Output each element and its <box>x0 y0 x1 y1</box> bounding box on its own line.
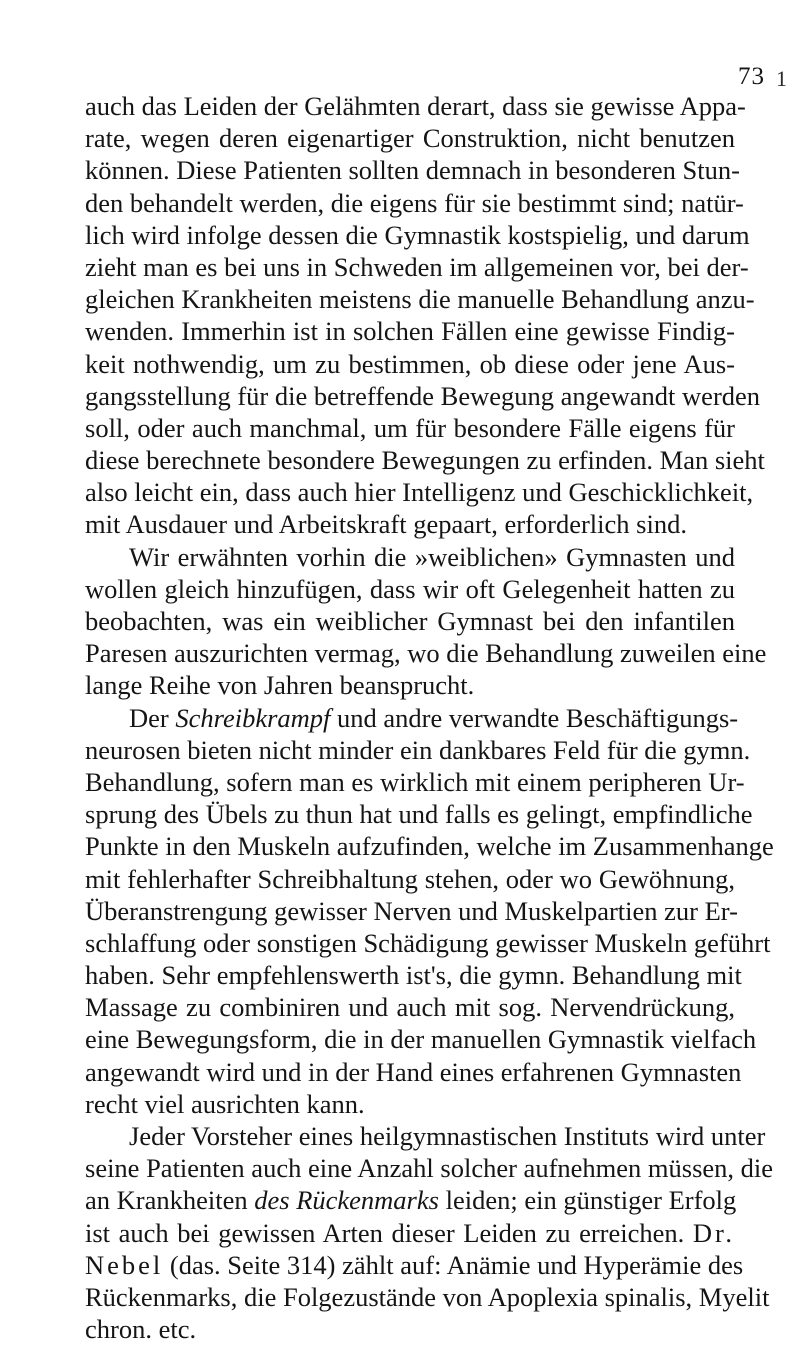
text-run: diese berechnete besondere Bewegungen zu erfinden. Man sieht <box>85 445 765 476</box>
text-run: den behandelt werden, die eigens für sie bestimmt sind; natür- <box>85 187 744 218</box>
text-run: haben. Sehr empfehlenswerth ist's, die gymn. Behandlung mit <box>85 960 742 991</box>
spaced-name-run: Nebel <box>85 1249 164 1280</box>
text-run: beobachten, was ein weiblicher Gymnast bei den infantilen <box>85 606 735 636</box>
text-line <box>85 798 753 830</box>
text-run: neurosen bieten nicht minder ein dankbares Feld für die gymn. <box>85 734 751 765</box>
text-run: seine Patienten auch eine Anzahl solcher aufnehmen müssen, die <box>85 1153 774 1184</box>
text-run: Massage zu combiniren und auch mit sog. Nervendrückung, <box>85 992 735 1023</box>
text-run: Rückenmarks, die Folgezustände von Apoplexia spinalis, Myelit <box>85 1281 770 1312</box>
text-run: mit fehlerhafter Schreibhaltung stehen, oder wo Gewöhnung, <box>85 863 735 894</box>
text-run: lange Reihe von Jahren beansprucht. <box>85 670 475 701</box>
text-run: recht viel ausrichten kann. <box>85 1088 365 1119</box>
text-line <box>85 508 735 540</box>
text-line <box>85 444 765 476</box>
text-run: eine Bewegungsform, die in der manuellen Gymnastik vielfach <box>85 1024 757 1055</box>
text-run: ist auch bei gewissen Arten dieser Leiden zu erreichen. <box>85 1217 693 1248</box>
text-line <box>85 1023 757 1055</box>
text-run: keit nothwendig, um zu bestimmen, ob diese oder jene Aus- <box>85 348 735 379</box>
text-line <box>85 991 735 1023</box>
text-line <box>85 380 761 412</box>
text-run: rate, wegen deren eigenartiger Construktion, nicht benutzen <box>85 123 735 154</box>
text-line <box>85 702 739 734</box>
page-number <box>738 62 765 92</box>
text-run: Punkte in den Muskeln aufzufinden, welche im Zusammenhange <box>85 831 774 862</box>
text-run: (das. Seite 314) zählt auf: Anämie und Hyperämie des <box>163 1249 744 1280</box>
margin-mark-text: 1 <box>776 66 787 91</box>
text-run: lich wird infolge dessen die Gymnastik kostspielig, und darum <box>85 219 750 250</box>
text-run: mit Ausdauer und Arbeitskraft gepaart, erforderlich sind. <box>85 509 687 540</box>
text-line <box>85 766 745 798</box>
text-run: Der <box>129 702 176 733</box>
text-line <box>85 1120 766 1152</box>
text-run: leiden; ein günstiger Erfolg <box>438 1185 737 1216</box>
text-line <box>85 1217 735 1249</box>
text-run: wollen gleich hinzufügen, dass wir oft Gelegenheit hatten zu <box>85 573 735 604</box>
text-line <box>85 863 735 895</box>
page-number-text: 73 <box>738 63 765 90</box>
text-line <box>85 669 735 701</box>
text-run: Paresen auszurichten vermag, wo die Behandlung zuweilen eine <box>85 638 767 669</box>
text-run: also leicht ein, dass auch hier Intelligenz und Geschicklichkeit, <box>85 477 754 508</box>
text-run: Überanstrengung gewisser Nerven und Muskelpartien zur Er- <box>85 895 738 926</box>
text-run: Behandlung, sofern man es wirklich mit einem peripheren Ur- <box>85 766 745 797</box>
text-run: schlaffung oder sonstigen Schädigung gewisser Muskeln geführt <box>85 927 771 958</box>
text-run: Wir erwähnten vorhin die »weiblichen» Gymnasten und <box>129 541 735 572</box>
text-run: angewandt wird und in der Hand eines erfahrenen Gymnasten <box>85 1056 742 1087</box>
text-line <box>85 1152 774 1184</box>
emphasis-run: des Rückenmarks <box>254 1185 439 1216</box>
text-line <box>85 895 738 927</box>
text-line <box>85 412 735 444</box>
text-line <box>85 605 735 637</box>
text-line <box>85 1184 735 1216</box>
text-line <box>85 1281 770 1313</box>
text-line <box>85 1088 735 1120</box>
text-line <box>85 830 774 862</box>
text-line <box>85 1313 735 1345</box>
text-line <box>85 1249 744 1281</box>
text-run: Jeder Vorsteher eines heilgymnastischen Instituts wird unter <box>129 1121 766 1151</box>
text-line <box>85 959 742 991</box>
margin-mark <box>776 64 787 94</box>
text-line <box>85 637 767 669</box>
text-line <box>85 122 735 154</box>
text-line <box>85 219 750 251</box>
text-run: auch das Leiden der Gelähmten derart, dass sie gewisse Appa- <box>85 91 746 121</box>
page-body <box>85 90 774 1345</box>
text-line <box>85 927 771 959</box>
text-run: können. Diese Patienten sollten demnach in besonderen Stun- <box>85 155 740 186</box>
text-run: zieht man es bei uns in Schweden im allgemeinen vor, bei der- <box>85 251 749 282</box>
text-run: wenden. Immerhin ist in solchen Fällen eine gewisse Findig- <box>85 316 735 347</box>
text-line <box>85 251 749 283</box>
text-run: chron. etc. <box>85 1314 197 1345</box>
text-line <box>85 348 735 380</box>
text-line <box>85 573 735 605</box>
text-line <box>85 187 744 219</box>
text-run: gleichen Krankheiten meistens die manuelle Behandlung anzu- <box>85 284 755 315</box>
text-run: an Krankheiten <box>85 1185 255 1216</box>
text-line <box>85 541 735 573</box>
text-line <box>85 154 740 186</box>
spaced-name-run: Dr. <box>692 1217 735 1248</box>
text-line <box>85 476 754 508</box>
text-line <box>85 283 755 315</box>
text-run: gangsstellung für die betreffende Bewegung angewandt werden <box>85 380 761 411</box>
text-line <box>85 315 735 347</box>
text-run: soll, oder auch manchmal, um für besondere Fälle eigens für <box>85 412 735 443</box>
text-run: sprung des Übels zu thun hat und falls es gelingt, empfindliche <box>85 799 753 830</box>
text-run: und andre verwandte Beschäftigungs- <box>330 702 739 733</box>
emphasis-run: Schreibkrampf <box>175 702 331 733</box>
text-line <box>85 1056 742 1088</box>
text-line <box>85 734 751 766</box>
text-line <box>85 90 746 122</box>
